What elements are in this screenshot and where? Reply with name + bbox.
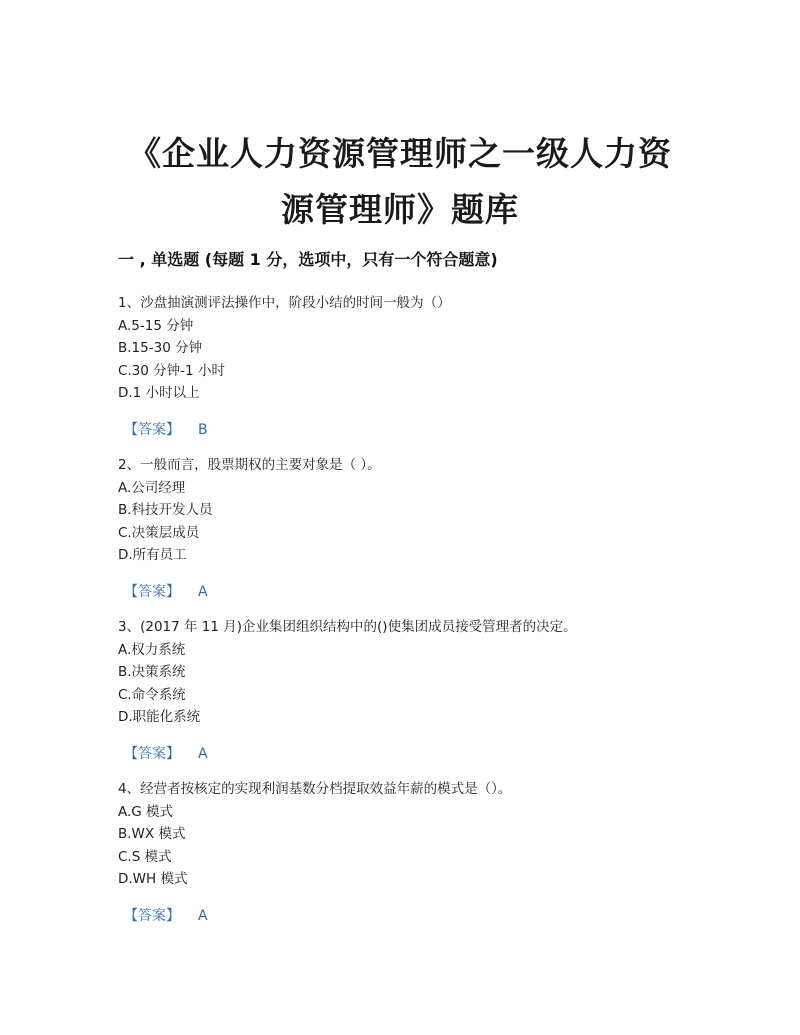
option-a: A.权力系统 <box>118 641 186 658</box>
question-stem: 2、一般而言，股票期权的主要对象是（ ）。 <box>118 456 381 473</box>
question-stem: 3、(2017 年 11 月)企业集团组织结构中的()使集团成员接受管理者的决定。 <box>118 618 577 635</box>
question-3 <box>118 616 718 765</box>
document-title <box>100 126 700 238</box>
option-d: D.1 小时以上 <box>118 385 200 402</box>
option-c: C.决策层成员 <box>118 524 200 541</box>
option-b: B.决策系统 <box>118 664 186 681</box>
question-stem: 4、经营者按核定的实现利润基数分档提取效益年薪的模式是（）。 <box>118 780 512 797</box>
option-d: D.所有员工 <box>118 547 187 564</box>
option-b: B.科技开发人员 <box>118 502 213 519</box>
answer-label: 【答案】 <box>124 745 180 762</box>
option-b: B.15-30 分钟 <box>118 340 203 357</box>
answer-line <box>118 743 718 765</box>
option-a: A.G 模式 <box>118 803 174 820</box>
answer-line <box>118 905 718 927</box>
answer-line <box>118 419 718 441</box>
option-a: A.5-15 分钟 <box>118 317 194 334</box>
question-1 <box>118 292 718 441</box>
answer-value: A <box>198 583 208 600</box>
answer-value: A <box>198 745 208 762</box>
document-title-line-2: 源管理师》题库 <box>281 190 519 230</box>
option-d: D.职能化系统 <box>118 709 201 726</box>
option-d: D.WH 模式 <box>118 871 188 888</box>
document-title-line-1: 《企业人力资源管理师之一级人力资 <box>128 134 672 174</box>
question-list <box>118 292 718 940</box>
answer-label: 【答案】 <box>124 421 180 438</box>
answer-value: B <box>198 421 208 438</box>
answer-value: A <box>198 907 208 924</box>
option-b: B.WX 模式 <box>118 826 186 843</box>
answer-line <box>118 581 718 603</box>
answer-label: 【答案】 <box>124 907 180 924</box>
option-a: A.公司经理 <box>118 479 186 496</box>
question-4 <box>118 778 718 927</box>
option-c: C.命令系统 <box>118 686 186 703</box>
answer-label: 【答案】 <box>124 583 180 600</box>
section-heading: 一 , 单选题 (每题 1 分，选项中，只有一个符合题意) <box>118 250 498 269</box>
option-c: C.S 模式 <box>118 848 172 865</box>
question-stem: 1、沙盘抽演测评法操作中，阶段小结的时间一般为（） <box>118 295 451 311</box>
option-c: C.30 分钟-1 小时 <box>118 362 225 379</box>
question-2 <box>118 454 718 603</box>
